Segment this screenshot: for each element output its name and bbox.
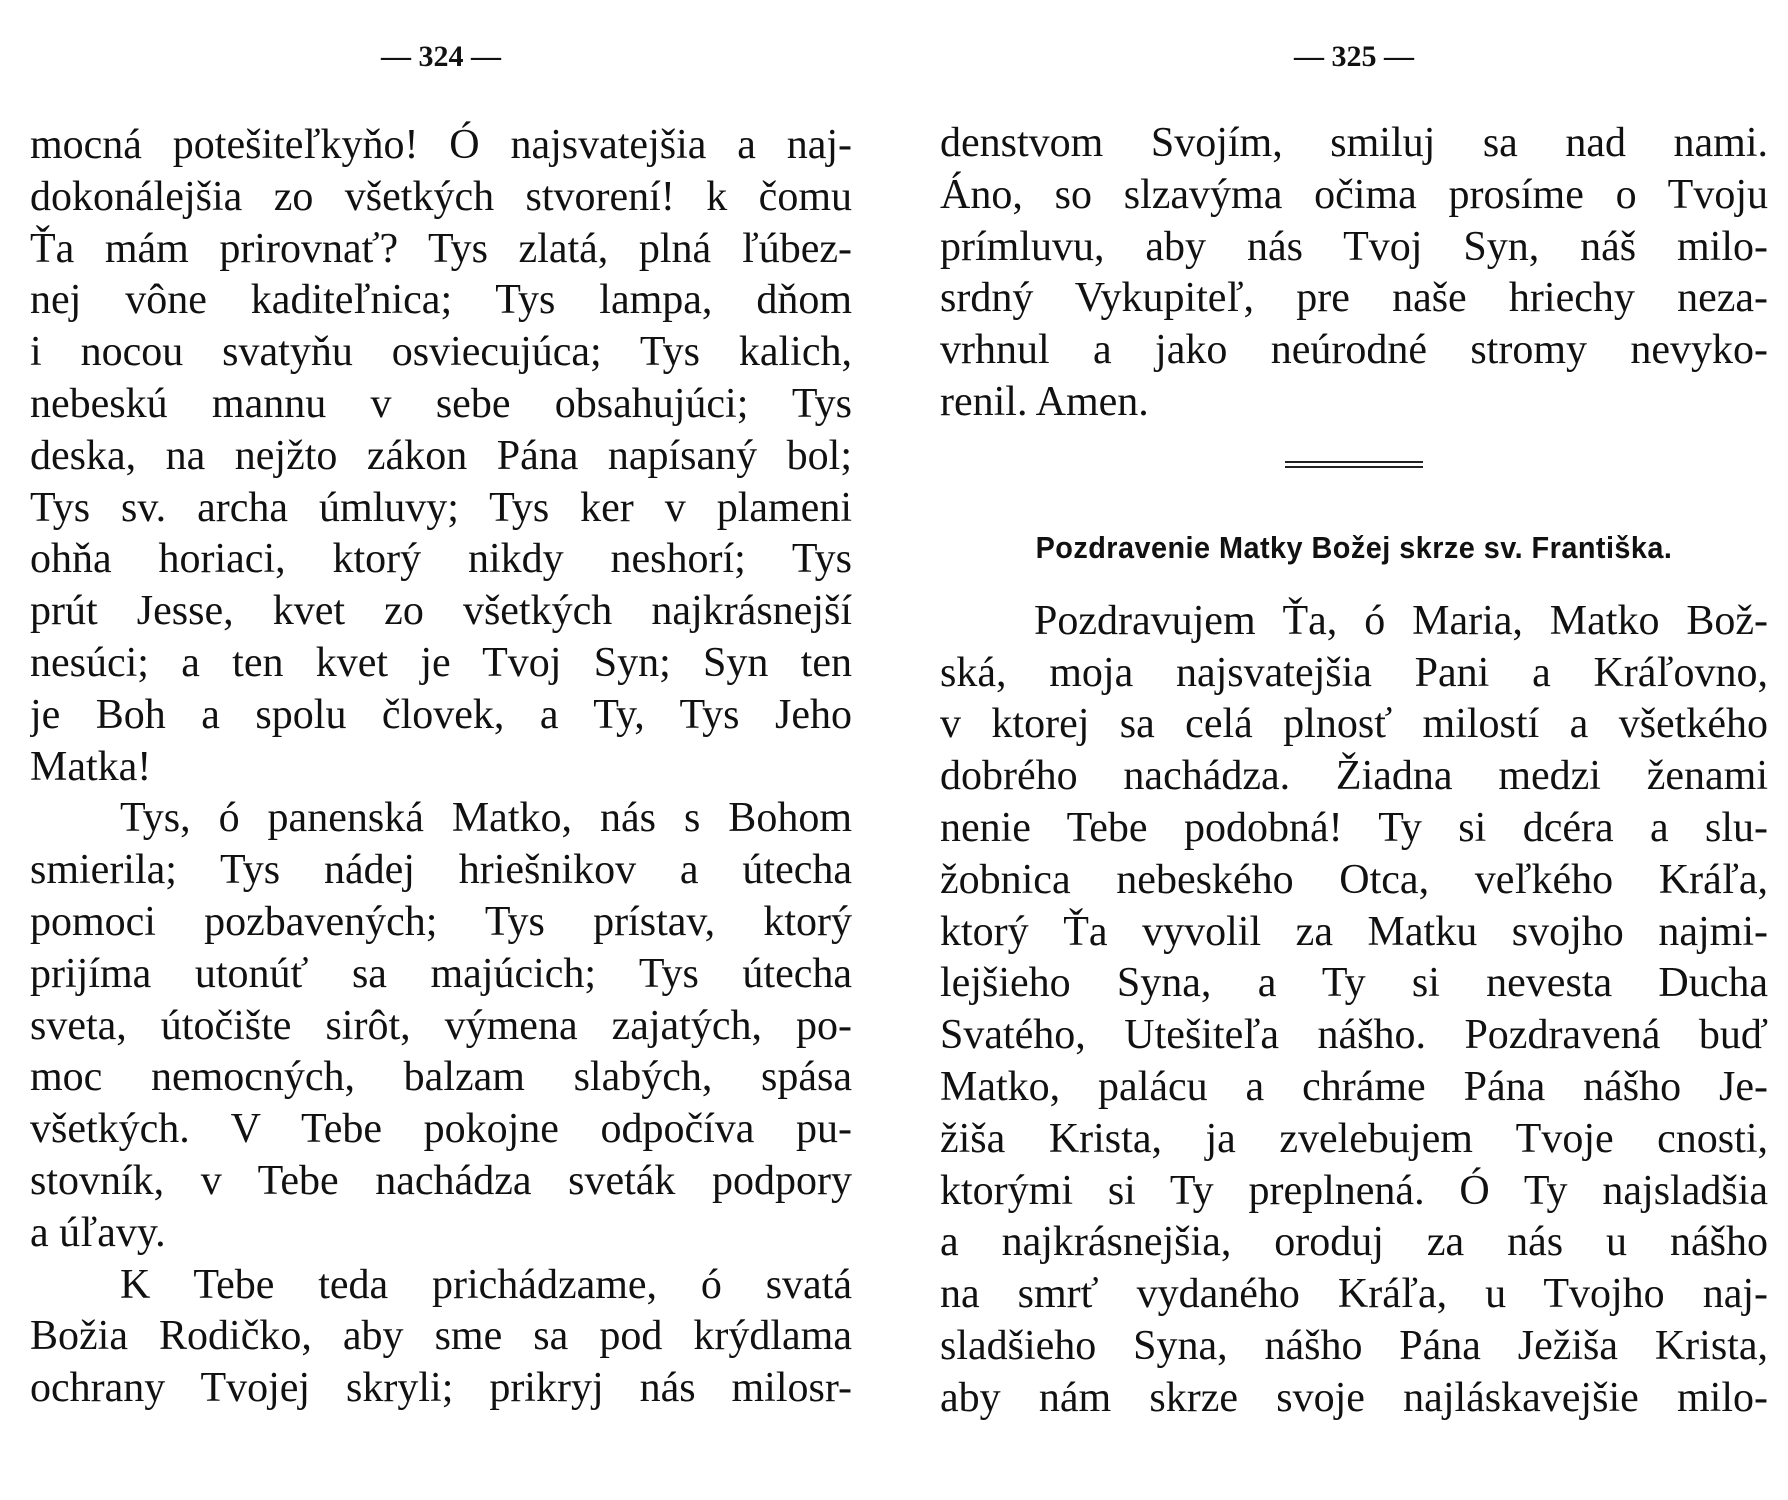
text-line: je Boh a spolu človek, a Ty, Tys Jeho xyxy=(30,691,852,738)
text-line: deska, na nejžto zákon Pána napísaný bol; xyxy=(30,432,852,479)
text-line: dokonálejšia zo všetkých stvorení! k čomu xyxy=(30,173,852,220)
page-number: — 325 — xyxy=(1294,40,1414,73)
text-line: na smrť vydaného Kráľa, u Tvojho naj- xyxy=(940,1271,1768,1318)
text-line: nebeskú mannu v sebe obsahujúci; Tys xyxy=(30,380,852,427)
text-line: prút Jesse, kvet zo všetkých najkrásnejší xyxy=(30,588,852,635)
text-line: Áno, so slzavýma očima prosíme o Tvoju xyxy=(940,171,1768,218)
text-line: dobrého nachádza. Žiadna medzi ženami xyxy=(940,753,1768,800)
text-line: nesúci; a ten kvet je Tvoj Syn; Syn ten xyxy=(30,639,852,686)
text-line: stovník, v Tebe nachádza sveták podpory xyxy=(30,1157,852,1204)
text-line: všetkých. V Tebe pokojne odpočíva pu- xyxy=(30,1106,852,1153)
text-line: pomoci pozbavených; Tys prístav, ktorý xyxy=(30,898,852,945)
text-line: prímluvu, aby nás Tvoj Syn, náš milo- xyxy=(940,223,1768,270)
text-line: v ktorej sa celá plnosť milostí a všetkého xyxy=(940,701,1768,748)
right-page-text xyxy=(940,118,1768,1425)
text-line: ktorý Ťa vyvolil za Matku svojho najmi- xyxy=(940,908,1768,955)
text-line: Matko, palácu a chráme Pána nášho Je- xyxy=(940,1063,1768,1110)
text-line: lejšieho Syna, a Ty si nevesta Ducha xyxy=(940,960,1768,1007)
text-line: ktorými si Ty preplnená. Ó Ty najsladšia xyxy=(940,1167,1768,1214)
text-line: i nocou svatyňu osviecujúca; Tys kalich, xyxy=(30,329,852,376)
text-line: prijíma utonúť sa majúcich; Tys útecha xyxy=(30,950,852,997)
text-line: ohňa horiaci, ktorý nikdy neshorí; Tys xyxy=(30,536,852,583)
section-divider xyxy=(1285,461,1423,468)
text-line: Pozdravujem Ťa, ó Maria, Matko Bož- xyxy=(1034,597,1768,644)
text-line: Tys, ó panenská Matko, nás s Bohom xyxy=(120,795,852,842)
text-line: ská, moja najsvatejšia Pani a Kráľovno, xyxy=(940,649,1768,696)
text-line: srdný Vykupiteľ, pre naše hriechy neza- xyxy=(940,275,1768,322)
text-line: sveta, útočište sirôt, výmena zajatých, po- xyxy=(30,1002,852,1049)
text-line: mocná potešiteľkyňo! Ó najsvatejšia a naj- xyxy=(30,122,852,168)
text-line: ochrany Tvojej skryli; prikryj nás milosr- xyxy=(30,1365,852,1412)
left-page-text xyxy=(30,120,852,1415)
text-line: aby nám skrze svoje najláskavejšie milo- xyxy=(940,1374,1768,1421)
text-line: nenie Tebe podobná! Ty si dcéra a slu- xyxy=(940,804,1768,851)
text-line: a úľavy. xyxy=(30,1209,166,1256)
text-line: renil. Amen. xyxy=(940,378,1149,425)
text-line: K Tebe teda prichádzame, ó svatá xyxy=(120,1261,852,1308)
text-line: žiša Krista, ja zvelebujem Tvoje cnosti, xyxy=(940,1115,1768,1162)
text-line: moc nemocných, balzam slabých, spása xyxy=(30,1054,852,1101)
text-line: Ťa mám prirovnať? Tys zlatá, plná ľúbez- xyxy=(30,225,852,272)
left-page xyxy=(30,0,852,1500)
text-line: vrhnul a jako neúrodné stromy nevyko- xyxy=(940,327,1768,374)
text-line: Svatého, Utešiteľa nášho. Pozdravená buď xyxy=(940,1012,1768,1059)
text-line: smierila; Tys nádej hriešnikov a útecha xyxy=(30,847,852,894)
right-page xyxy=(940,0,1768,1500)
section-heading: Pozdravenie Matky Božej skrze sv. Františka. xyxy=(1035,529,1673,565)
text-line: Matka! xyxy=(30,743,152,790)
page-number: — 324 — xyxy=(381,40,501,73)
text-line: Tys sv. archa úmluvy; Tys ker v plameni xyxy=(30,484,852,531)
text-line: Božia Rodičko, aby sme sa pod krýdlama xyxy=(30,1313,852,1360)
text-line: denstvom Svojím, smiluj sa nad nami. xyxy=(940,120,1768,166)
text-line: a najkrásnejšia, oroduj za nás u nášho xyxy=(940,1219,1768,1266)
text-line: žobnica nebeského Otca, veľkého Kráľa, xyxy=(940,856,1768,903)
text-line: sladšieho Syna, nášho Pána Ježiša Krista, xyxy=(940,1322,1768,1369)
text-line: nej vône kaditeľnica; Tys lampa, dňom xyxy=(30,277,852,324)
